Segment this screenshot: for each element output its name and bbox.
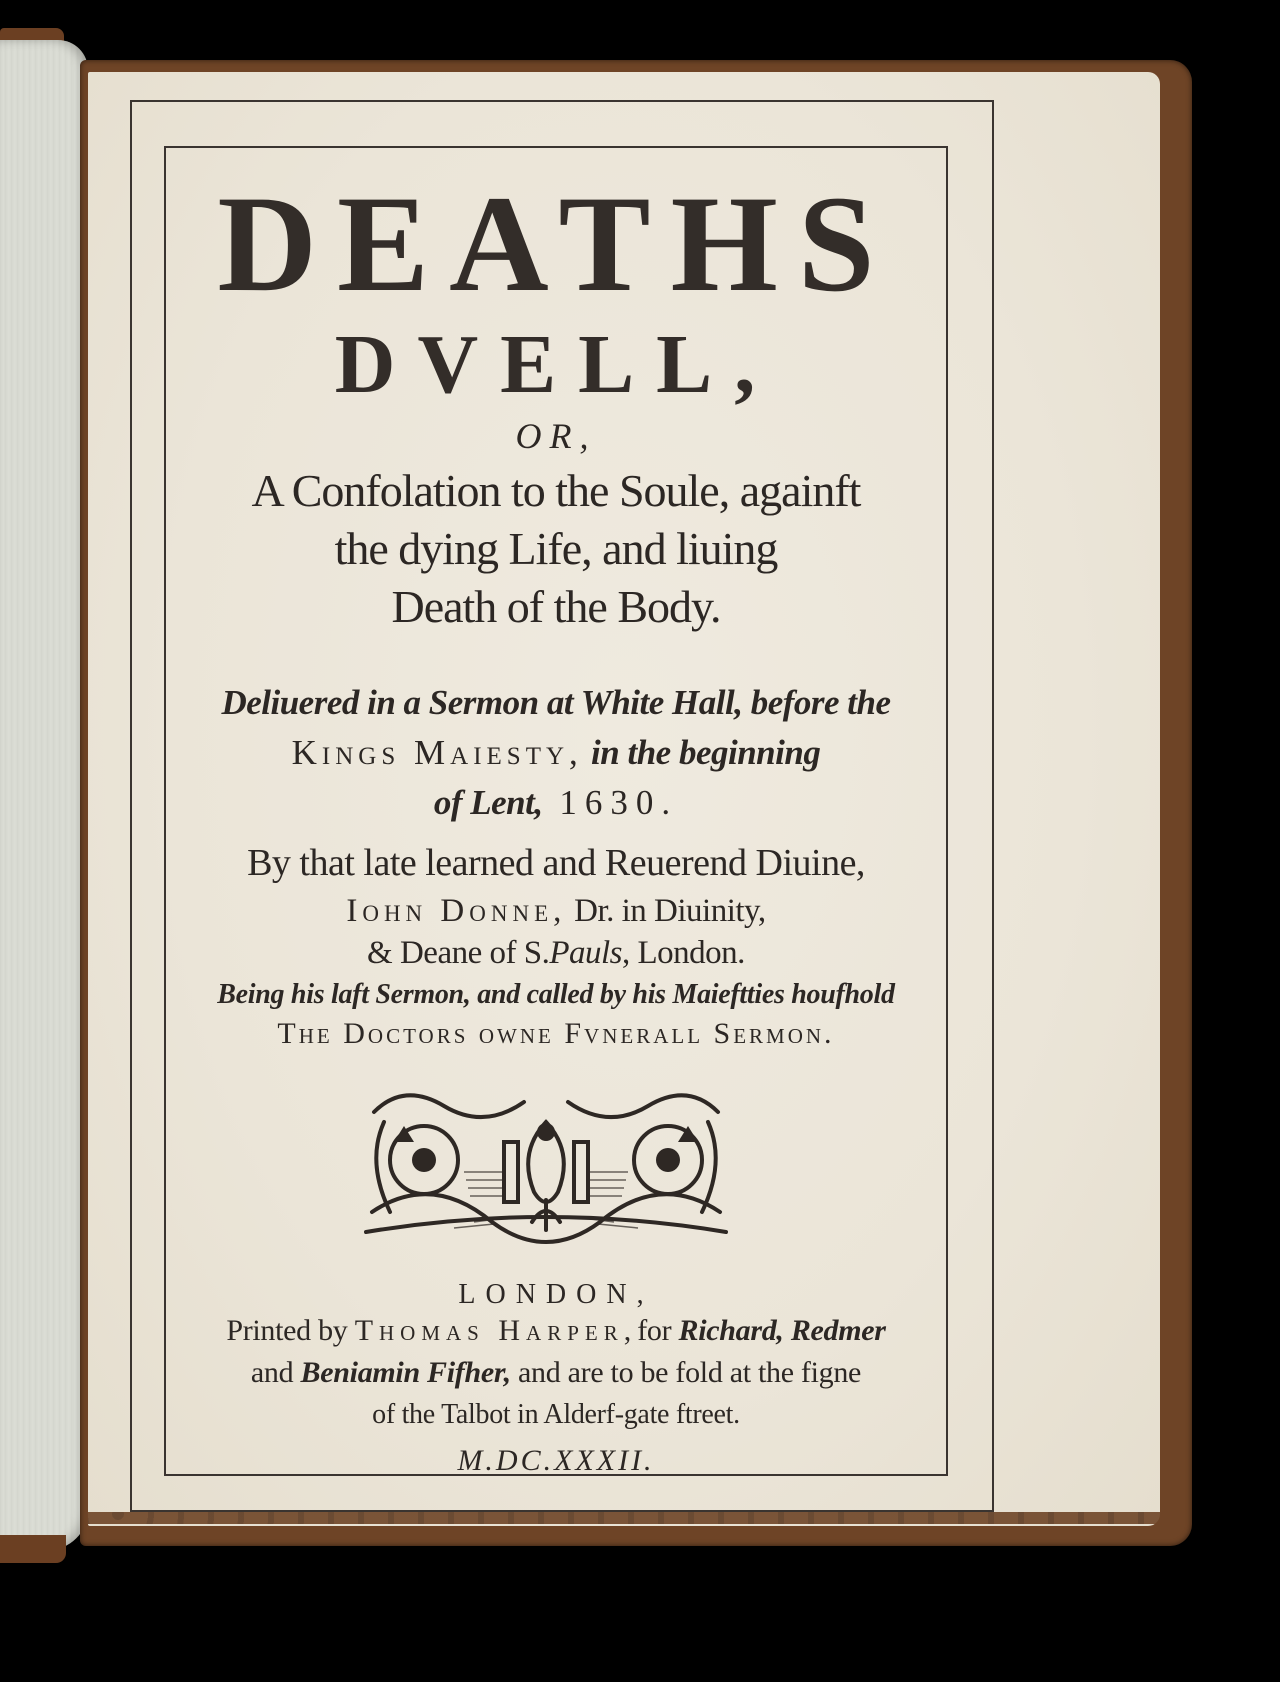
imprint-line-4: of the Talbot in Alderf-gate ftreet. — [372, 1399, 740, 1430]
binding-leather-bottom — [0, 1535, 66, 1563]
delivery-line-3: of Lent, 1630. — [433, 783, 679, 822]
publisher-name: Richard, Redmer — [678, 1314, 886, 1347]
author-name: Iohn Donne, — [346, 893, 567, 929]
or-line: OR, — [515, 416, 597, 456]
subtitle-line-2: the dying Life, and liuing — [334, 523, 778, 574]
woodcut-ornament-icon — [354, 1082, 738, 1248]
last-sermon-note: Being his laft Sermon, and called by his Maieftties houfhold — [217, 979, 895, 1010]
kings-majesty: Kings Maiesty, — [291, 733, 583, 772]
author-line-2: Iohn Donne, Dr. in Diuinity, — [346, 893, 766, 929]
funeral-sermon-line: The Doctors owne Fvnerall Sermon. — [277, 1017, 835, 1050]
cover-tooled-edge — [88, 1512, 1168, 1524]
author-line-1: By that late learned and Reuerend Diuine, — [247, 842, 865, 884]
title-duell: DVELL, — [334, 318, 778, 411]
delivery-line-1: Deliuered in a Sermon at White Hall, before the — [221, 683, 891, 722]
imprint-city: LONDON, — [458, 1279, 654, 1310]
subtitle-line-1: A Confolation to the Soule, againft — [251, 465, 861, 516]
title-deaths: DEATHS — [217, 167, 895, 320]
left-page-stack — [0, 40, 88, 1550]
year-1630: 1630. — [542, 783, 679, 822]
printer-name: Thomas Harper, — [354, 1314, 638, 1347]
imprint-date: M.DC.XXXII. — [457, 1444, 655, 1477]
author-line-3: & Deane of S.Pauls, London. — [367, 935, 745, 971]
imprint-line-3: and Beniamin Fifher, and are to be fold at the figne — [250, 1356, 862, 1389]
imprint-line-2: Printed by Thomas Harper,for Richard, Redmer — [226, 1314, 886, 1347]
delivery-line-2: Kings Maiesty, in the beginning — [291, 733, 821, 772]
subtitle-line-3: Death of the Body. — [391, 581, 721, 632]
